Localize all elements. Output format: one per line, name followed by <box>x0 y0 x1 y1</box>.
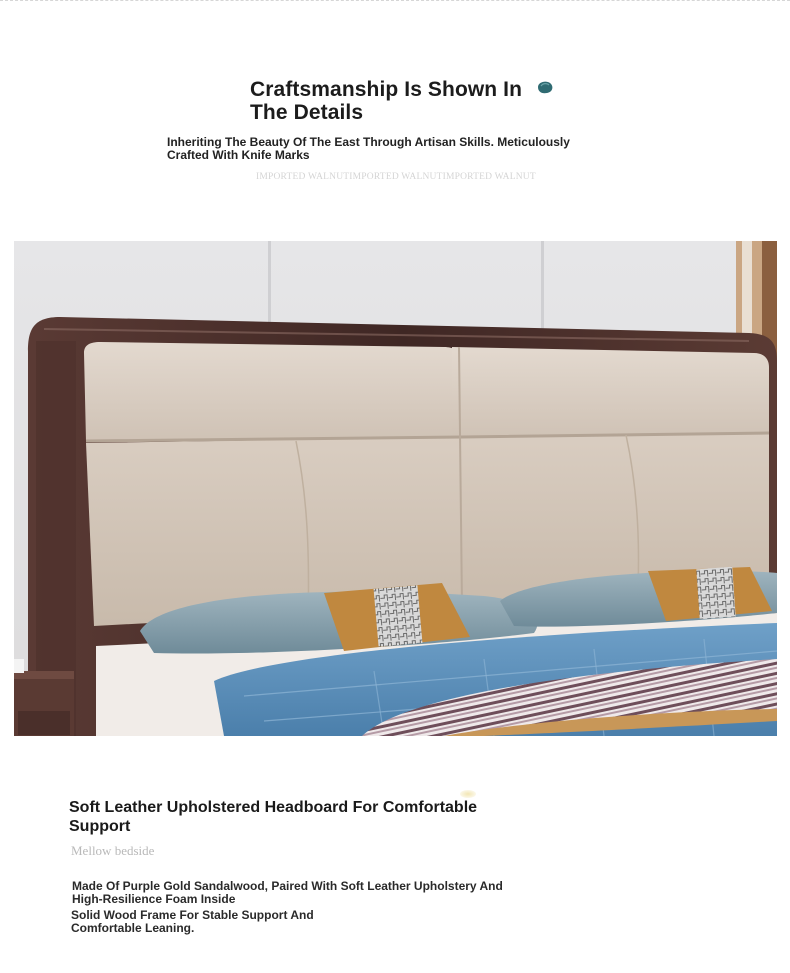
watermark-text: IMPORTED WALNUTIMPORTED WALNUTIMPORTED WALNUT <box>256 172 536 182</box>
feature-description-frame: Solid Wood Frame For Stable Support And Comfortable Leaning. <box>71 908 314 935</box>
decorative-stone-icon <box>535 80 555 96</box>
decorative-sparkle <box>460 790 476 798</box>
feature-description-materials: Made Of Purple Gold Sandalwood, Paired With Soft Leather Upholstery And High-Resilience Foam Inside <box>72 879 503 906</box>
page-title: Craftsmanship Is Shown In The Details <box>250 78 523 124</box>
feature-tagline: Mellow bedside <box>71 843 155 858</box>
bed-headboard-image <box>14 241 777 736</box>
page-subtitle: Inheriting The Beauty Of The East Through Artisan Skills. Meticulously Crafted With Knife Marks <box>167 135 570 162</box>
top-divider <box>0 0 790 2</box>
feature-title: Soft Leather Upholstered Headboard For Comfortable Support <box>69 799 478 835</box>
